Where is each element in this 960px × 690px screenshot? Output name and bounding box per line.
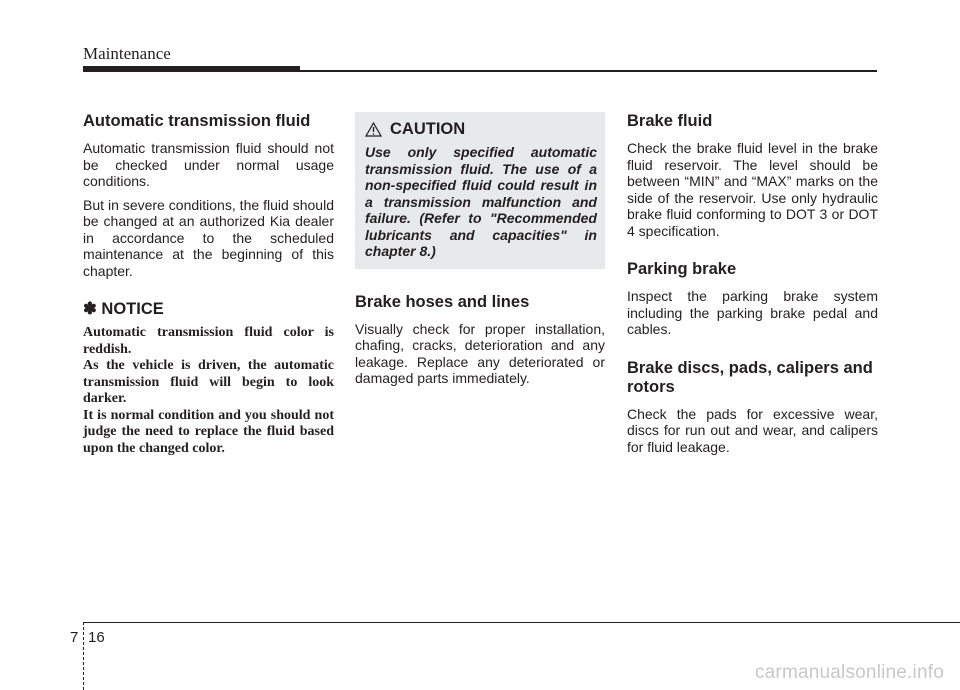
- column-middle: [355, 112, 605, 394]
- notice-title: ✽ NOTICE: [83, 300, 164, 318]
- notice-block: [83, 300, 334, 457]
- section-heading-transmission-fluid: Automatic transmission fluid: [83, 112, 311, 130]
- warning-triangle-icon: [365, 122, 382, 137]
- paragraph: Check the brake fluid level in the brake fluid reservoir. The level should be between “MIN” and “MAX” marks on the side of the reservoir. Use only hydraulic brake fluid conforming to DOT 3 or DOT 4 specification.: [627, 140, 878, 239]
- notice-line: It is normal condition and you should not judge the need to replace the fluid based upon the changed color.: [83, 407, 334, 456]
- column-right: [627, 112, 878, 462]
- paragraph: Visually check for proper installation, chafing, cracks, deterioration and any leakage. Replace any deteriorated or damaged parts immediately.: [355, 320, 605, 386]
- section-heading-brake-fluid: Brake fluid: [627, 112, 713, 130]
- notice-line: Automatic transmission fluid color is reddish.: [83, 325, 334, 357]
- spacer: [627, 246, 878, 260]
- column-left: [83, 112, 334, 457]
- caution-text: Use only specified automatic transmission fluid. The use of a non-specified fluid could result in a transmission malfunction and failure. (Refer to "Recommended lubricants and capacities" in chapter 8.): [365, 144, 597, 259]
- spacer: [627, 345, 878, 359]
- paragraph: But in severe conditions, the fluid should be changed at an authorized Kia dealer in accordance to the scheduled maintenance at the beginning of this chapter.: [83, 196, 334, 279]
- section-heading-parking-brake: Parking brake: [627, 260, 737, 278]
- watermark: carmanualsonline.info: [754, 662, 944, 683]
- section-heading-brake-hoses: Brake hoses and lines: [355, 292, 530, 311]
- paragraph: Check the pads for excessive wear, discs for run out and wear, and calipers for fluid leakage.: [627, 405, 878, 455]
- caution-box: [355, 112, 605, 269]
- caution-title: CAUTION: [390, 120, 466, 138]
- footer-divider: [83, 622, 84, 690]
- header-title: Maintenance: [83, 44, 171, 63]
- section-heading-brake-discs: Brake discs, pads, calipers and rotors: [627, 358, 873, 396]
- paragraph: Inspect the parking brake system including the parking brake pedal and cables.: [627, 288, 878, 337]
- footer-rule: [83, 622, 960, 623]
- header-rule-thick: [83, 66, 300, 72]
- header-rule-thin: [300, 70, 877, 72]
- paragraph: Automatic transmission fluid should not be checked under normal usage conditions.: [83, 140, 334, 189]
- caution-header: [365, 120, 597, 139]
- notice-line: As the vehicle is driven, the automatic transmission fluid will begin to look darker.: [83, 358, 334, 406]
- chapter-number: 7: [70, 629, 79, 646]
- page-number: 16: [88, 629, 105, 646]
- spacer: [83, 286, 334, 300]
